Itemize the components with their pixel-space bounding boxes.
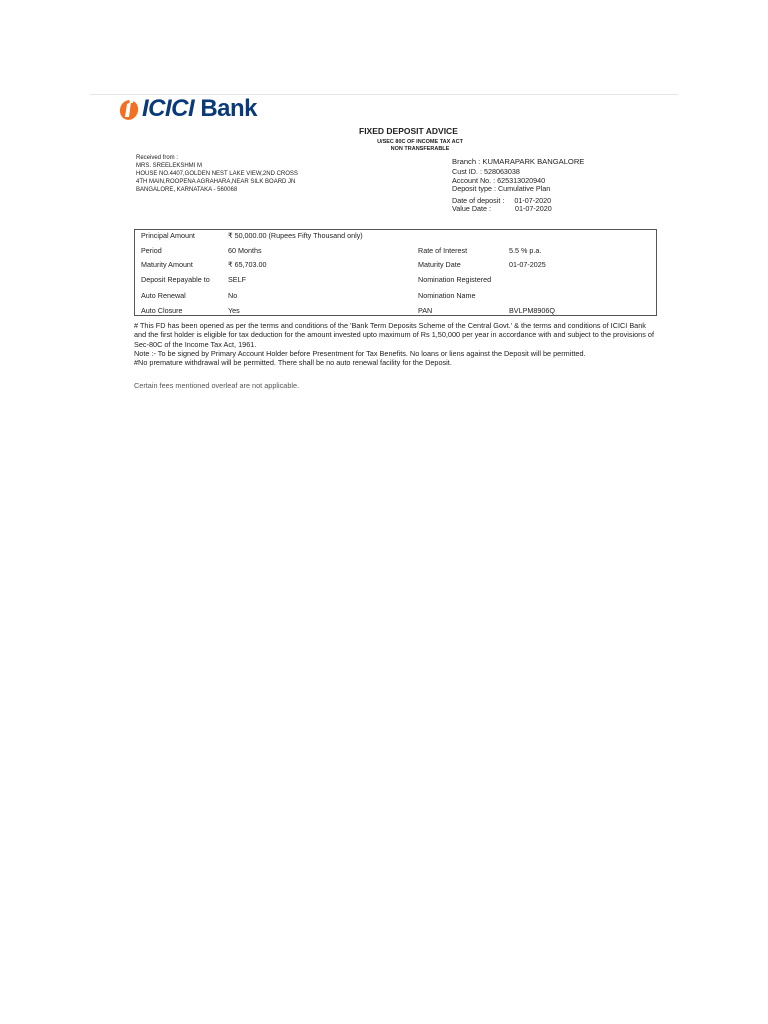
logo-text: [142, 96, 257, 122]
date-of-deposit-label: Date of deposit :: [452, 195, 505, 205]
rate-of-interest-label: Rate of Interest: [418, 246, 468, 255]
account-info-block: [452, 158, 584, 213]
terms-notes: [134, 321, 658, 367]
icici-bank-logo: [118, 96, 257, 122]
deposit-repayable-value: SELF: [228, 275, 246, 284]
maturity-date-label: Maturity Date: [418, 260, 461, 269]
account-number: Account No. : 625313020940: [452, 175, 546, 185]
note-signature: Note :- To be signed by Primary Account Holder before Presentment for Tax Benefits. No loans or liens against the Deposit will be permitted.: [134, 348, 586, 358]
address-line-2: 4TH MAIN,ROOPENA AGRAHARA,NEAR SILK BOARD JN: [136, 179, 296, 185]
date-of-deposit-value: 01-07-2020: [514, 195, 552, 205]
value-date-label: Value Date :: [452, 204, 492, 214]
period-label: Period: [141, 246, 162, 255]
customer-name: MRS. SREELEKSHMI M: [136, 163, 203, 169]
note-fees-cutoff: Certain fees mentioned overleaf are not applicable.: [134, 381, 300, 390]
fixed-deposit-advice-document: [90, 92, 680, 388]
received-from-label: Received from :: [136, 155, 179, 161]
address-line-3: BANGALORE, KARNATAKA - 560068: [136, 187, 238, 193]
auto-closure-label: Auto Closure: [141, 306, 183, 315]
document-subtitle: [360, 139, 480, 153]
auto-renewal-label: Auto Renewal: [141, 291, 186, 300]
value-date-row: [452, 205, 584, 213]
maturity-amount-value: ₹ 65,703.00: [228, 260, 267, 269]
note-terms: # This FD has been opened as per the terms and conditions of the 'Bank Term Deposits Scheme of the Central Govt.' & the terms and conditions of ICICI Bank and the first holder is eligible for tax deduction for the amount invested upto maximum of Rs 1,50,000 per year in accordance with and subject to the provisions of Sec-80C of the Income Tax Act, 1961.: [134, 321, 654, 349]
auto-closure-value: Yes: [228, 306, 240, 315]
icici-emblem-icon: [118, 97, 140, 121]
note-withdrawal: #No premature withdrawal will be permitted. There shall be no auto renewal facility for the Deposit.: [134, 358, 452, 368]
deposit-type: Deposit type : Cumulative Plan: [452, 184, 551, 194]
subtitle-section: U/SEC 80C OF INCOME TAX ACT: [377, 139, 463, 145]
period-value: 60 Months: [228, 246, 262, 255]
pan-value: BVLPM8906Q: [509, 306, 555, 315]
maturity-date-value: 01-07-2025: [509, 260, 546, 269]
deposit-details-table: [134, 229, 657, 316]
deposit-repayable-label: Deposit Repayable to: [141, 275, 210, 284]
logo-bank: Bank: [200, 95, 258, 122]
logo-icici: ICICI: [142, 95, 195, 122]
principal-amount-value: ₹ 50,000.00 (Rupees Fifty Thousand only): [228, 231, 363, 240]
auto-renewal-value: No: [228, 291, 238, 300]
cust-id: Cust ID. : 528063038: [452, 167, 520, 177]
principal-amount-label: Principal Amount: [141, 231, 195, 240]
branch: Branch : KUMARAPARK BANGALORE: [452, 157, 585, 166]
pan-label: PAN: [418, 306, 433, 315]
subtitle-transfer: NON TRANSFERABLE: [390, 146, 450, 152]
nomination-name-label: Nomination Name: [418, 291, 476, 300]
address-line-1: HOUSE NO.4407,GOLDEN NEST LAKE VIEW,2ND CROSS: [136, 171, 298, 177]
document-title: FIXED DEPOSIT ADVICE: [359, 126, 458, 136]
received-from-block: [136, 154, 298, 194]
nomination-registered-label: Nomination Registered: [418, 275, 492, 284]
value-date-value: 01-07-2020: [515, 204, 552, 214]
maturity-amount-label: Maturity Amount: [141, 260, 193, 269]
rate-of-interest-value: 5.5 % p.a.: [509, 246, 542, 255]
